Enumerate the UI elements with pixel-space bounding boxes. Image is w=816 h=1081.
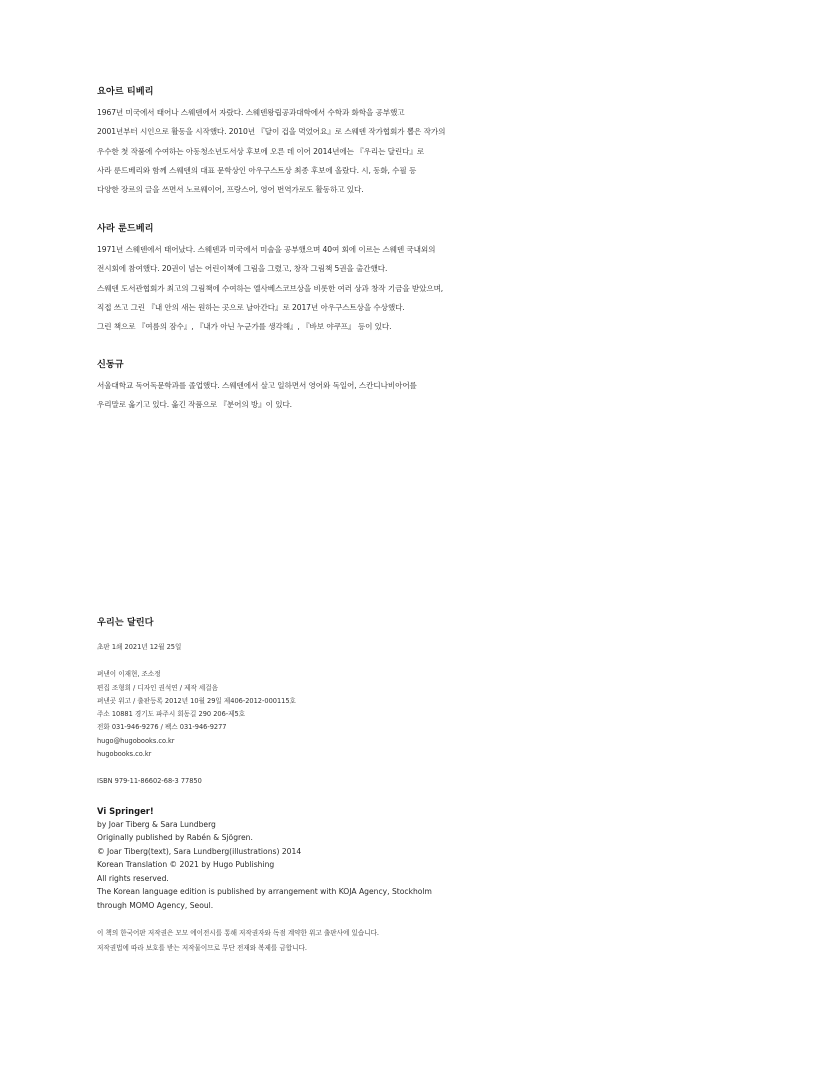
bio-text-line: 다양한 장르의 글을 쓰면서 노르웨이어, 프랑스어, 영어 번역가로도 활동하고 있다. [97,185,364,195]
copyright-notice [97,926,737,956]
colophon [97,616,737,957]
edition-date: 초판 1쇄 2021년 12월 25일 [97,643,182,651]
illustrator-bio-sara-lundberg [97,222,737,336]
book-title: 우리는 달린다 [97,617,154,628]
bio-text-line: 전시회에 참여했다. 20권이 넘는 어린이책에 그림을 그렸고, 창작 그림책 5권을 출간했다. [97,264,388,274]
rights-line: © Joar Tiberg(text), Sara Lundberg(illustrations) 2014 [97,846,302,856]
email-text: hugo@hugobooks.co.kr [97,736,175,745]
bio-text-line: 우리말로 옮기고 있다. 옮긴 작품으로 『분어의 방』이 있다. [97,400,292,410]
bio-text-line: 서울대학교 독어독문학과를 졸업했다. 스웨덴에서 살고 일하면서 영어와 독일어, 스칸디나비아어를 [97,381,417,390]
rights-line: Korean Translation © 2021 by Hugo Publishing [97,860,275,870]
bio-text-line: 그린 책으로 『여름의 잠수』, 『내가 아닌 누군가를 생각해』, 『바보 야쿠프』 등이 있다. [97,322,392,332]
bio-text-line: 우수한 첫 작품에 수여하는 아동청소년도서상 후보에 오른 데 이어 2014년에는 『우리는 달린다』로 [97,146,425,156]
publishing-staff [97,668,737,761]
staff-line: 전화 031-946-9276 / 팩스 031-946-9277 [97,723,227,732]
bio-text-line: 직접 쓰고 그린 『내 안의 새는 원하는 곳으로 날아간다』로 2017년 아우구스트상을 수상했다. [97,302,405,312]
staff-line: 펴낸곳 위고 / 출판등록 2012년 10월 29일 제406-2012-000115호 [97,696,296,705]
notice-line: 저작권법에 따라 보호를 받는 저작물이므로 무단 전재와 복제를 금합니다. [97,944,307,953]
original-title: Vi Springer! [97,805,154,816]
staff-line: 주소 10881 경기도 파주시 회동길 290 206-제5호 [97,710,246,719]
rights-line: The Korean language edition is published by arrangement with KOJA Agency, Stockholm [97,887,432,897]
staff-line: 편집 조형희 / 디자인 권석연 / 제작 세걸음 [97,683,219,692]
translator-bio-shin-donggyu [97,358,737,415]
isbn: ISBN 979-11-86602-68-3 77850 [97,777,202,786]
author-bio-joar-tiberg [97,85,737,199]
bio-text-line: 2001년부터 시인으로 활동을 시작했다. 2010년 『달이 겁을 먹었어요』로 스웨덴 작가협회가 뽑은 작가의 [97,127,446,137]
website-text: hugobooks.co.kr [97,750,152,759]
rights-line: by Joar Tiberg & Sara Lundberg [97,819,216,829]
translator-name: 신동규 [97,359,124,370]
staff-line: 펴낸이 이재현, 조소정 [97,670,161,679]
english-rights [97,804,737,913]
rights-line: All rights reserved. [97,873,169,883]
author-name: 요아르 티베리 [97,86,154,97]
rights-line: through MOMO Agency, Seoul. [97,900,214,910]
illustrator-name: 사라 룬드베리 [97,223,154,234]
bio-text-line: 스웨덴 도서관협회가 최고의 그림책에 수여하는 엘사베스코브상을 비롯한 여러 상과 창작 기금을 받았으며, [97,283,444,293]
bio-text-line: 1971년 스웨덴에서 태어났다. 스웨덴과 미국에서 미술을 공부했으며 40여 회에 이르는 스웨덴 국내외의 [97,245,436,254]
bio-text-line: 1967년 미국에서 태어나 스웨덴에서 자랐다. 스웨덴왕립공과대학에서 수학과 화학을 공부했고 [97,108,405,117]
bio-text-line: 사라 룬드베리와 함께 스웨덴의 대표 문학상인 아우구스트상 최종 후보에 올랐다. 시, 동화, 수필 등 [97,165,417,175]
notice-line: 이 책의 한국어판 저작권은 모모 에이전시를 통해 저작권자와 독점 계약한 위고 출판사에 있습니다. [97,929,380,938]
rights-line: Originally published by Rabén & Sjögren. [97,833,253,843]
